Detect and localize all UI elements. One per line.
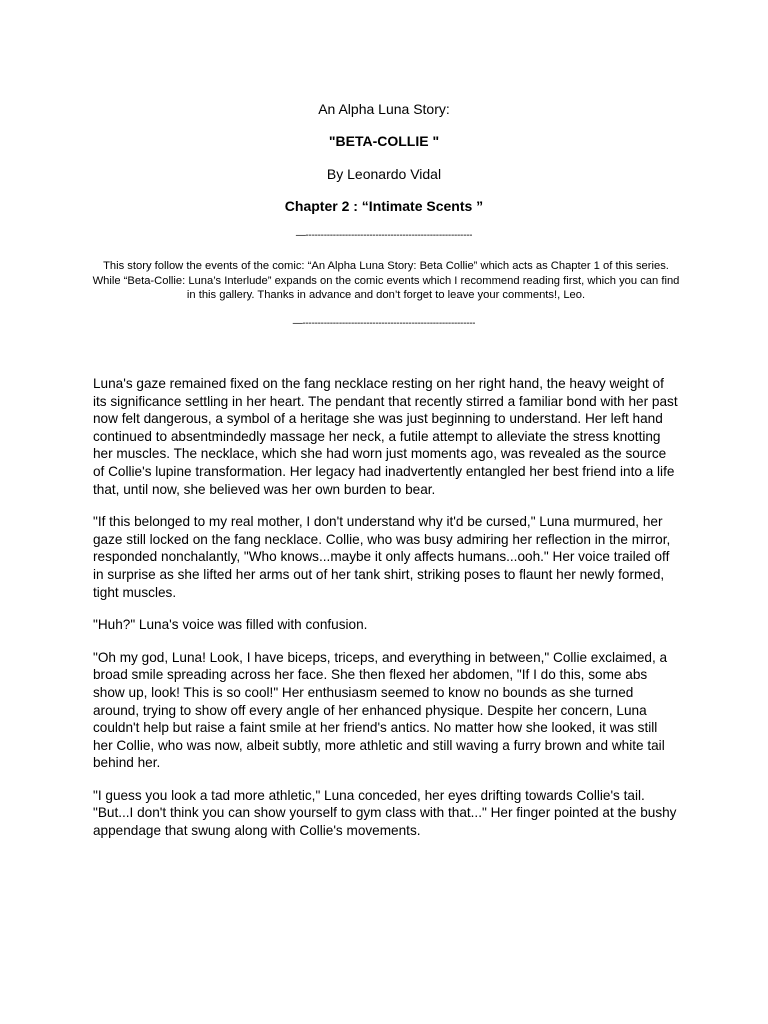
story-body [93, 375, 679, 855]
body-paragraph-5: "I guess you look a tad more athletic," Luna conceded, her eyes drifting towards Collie's tail. "But...I don't think you can show yourself to gym class with that..." Her finger pointed at the bushy appendage that swung along with Collie's movements. [93, 787, 677, 839]
body-paragraph-1: Luna's gaze remained fixed on the fang necklace resting on her right hand, the heavy weight of its significance settling in her heart. The pendant that recently stirred a familiar bond with her past now felt dangerous, a symbol of a heritage she was just beginning to understand. Her left hand continued to absentmindedly massage her neck, a futile attempt to alleviate the stress knotting her muscles. The necklace, which she had worn just moments ago, was revealed as the source of Collie's lupine transformation. Her legacy had inadvertently entangled her best friend into a life that, until now, she believed was her own burden to bear. [93, 376, 678, 497]
story-title: "BETA-COLLIE " [328, 133, 440, 149]
series-title: An Alpha Luna Story: [318, 101, 450, 117]
chapter-heading: Chapter 2 : “Intimate Scents ” [284, 198, 484, 214]
author-note: This story follow the events of the comic: “An Alpha Luna Story: Beta Collie” which acts as Chapter 1 of this series. While “Beta-Collie: Luna’s Interlude” expands on the comic events which I recommend reading first, which you can find in this gallery. Thanks in advance and don’t forget to leave your comments!, Leo. [92, 260, 680, 301]
body-paragraph-3: "Huh?" Luna's voice was filled with confusion. [93, 617, 368, 633]
separator-line-bottom: —--------------------------------------------------------- [292, 318, 476, 329]
separator-line-top: —------------------------------------------------------- [295, 230, 473, 241]
body-paragraph-4: "Oh my god, Luna! Look, I have biceps, triceps, and everything in between," Collie exclaimed, a broad smile spreading across her face. She then flexed her abdomen, "If I do this, some abs show up, look! This is so cool!" Her enthusiasm seemed to know no bounds as she turned around, trying to show off every angle of her enhanced physique. Despite her concern, Luna couldn't help but raise a faint smile at her friend's antics. No matter how she looked, it was still her Collie, who was now, albeit subtly, more athletic and still waving a furry brown and white tail behind her. [93, 649, 668, 771]
body-paragraph-2: "If this belonged to my real mother, I don't understand why it'd be cursed," Luna murmured, her gaze still locked on the fang necklace. Collie, who was busy admiring her reflection in the mirror, responded nonchalantly, "Who knows...maybe it only affects humans...ooh." Her voice trailed off in surprise as she lifted her arms out of her tank shirt, striking poses to flaunt her newly formed, tight muscles. [93, 514, 671, 600]
author-byline: By Leonardo Vidal [326, 166, 442, 182]
